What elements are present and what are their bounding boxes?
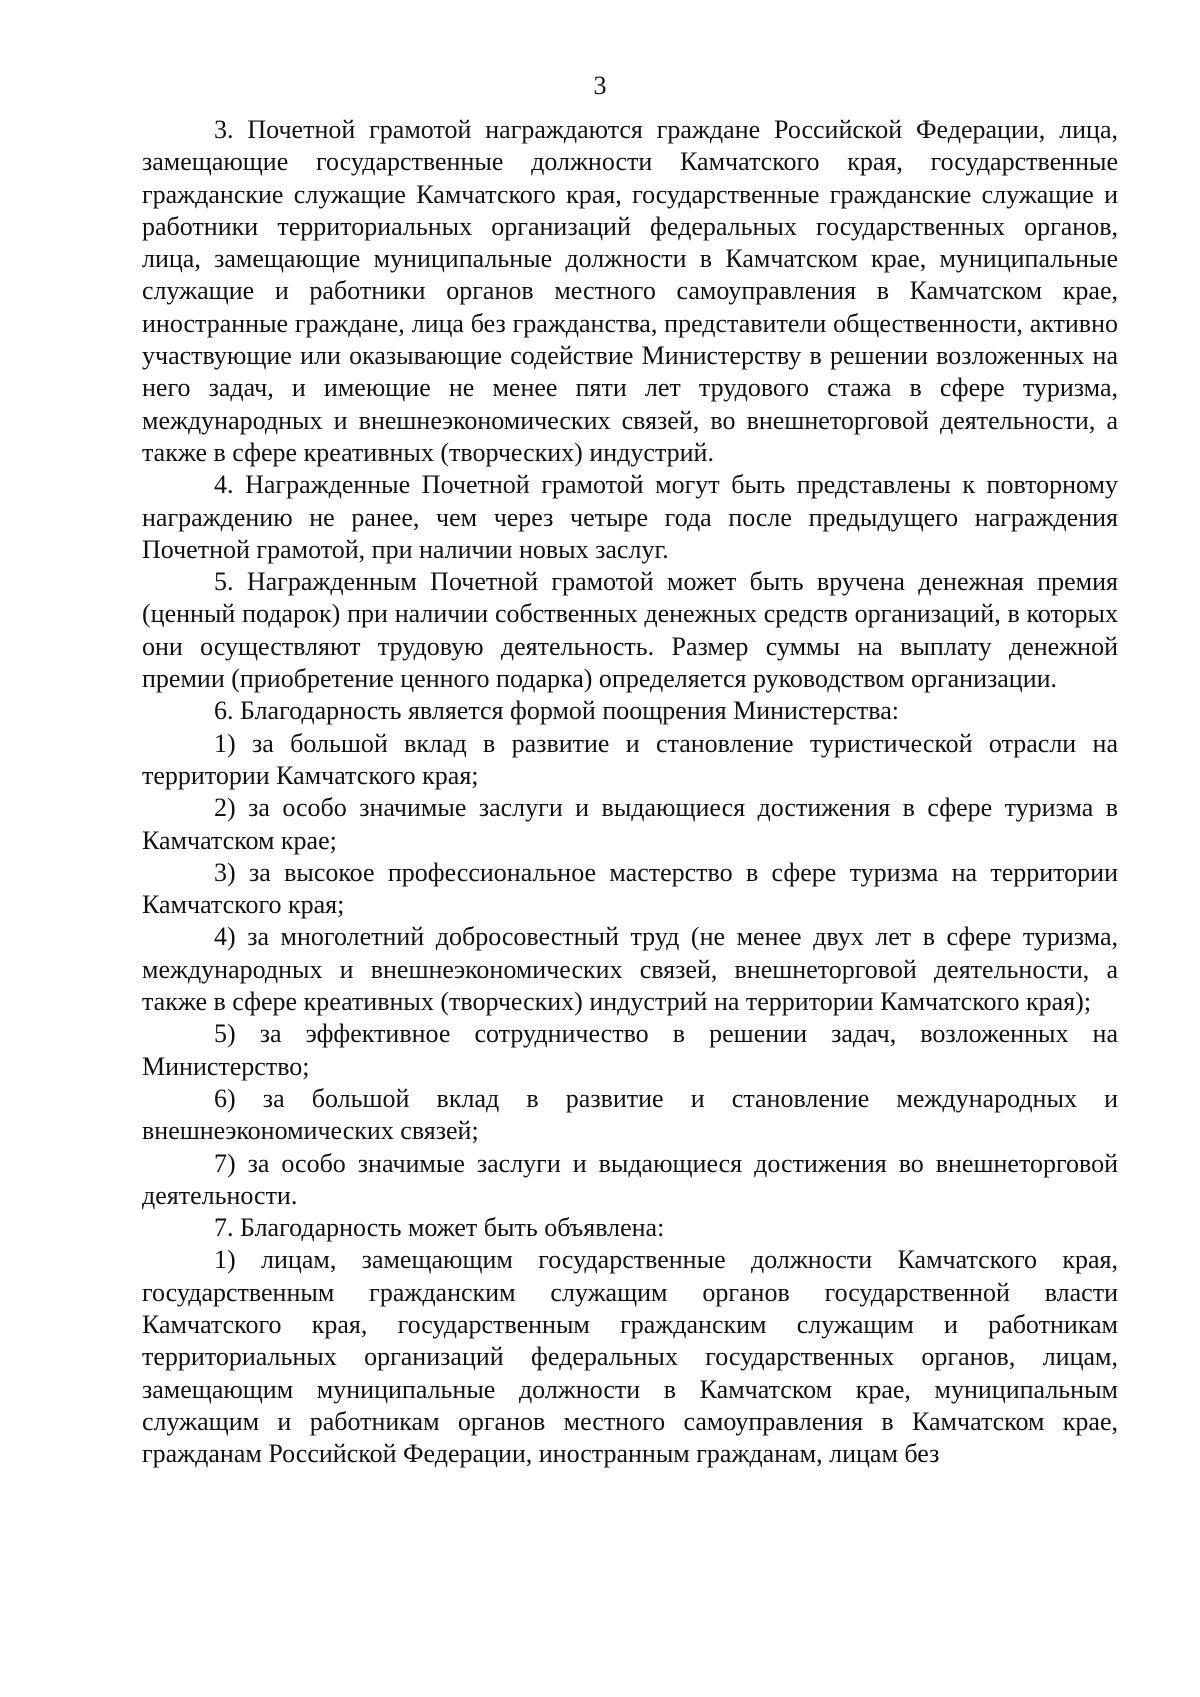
paragraph-6-item-7: 7) за особо значимые заслуги и выдающиеся достижения во внешнеторговой деятельности.	[142, 1148, 1118, 1210]
paragraph-6-item-2: 2) за особо значимые заслуги и выдающиеся достижения в сфере туризма в Камчатском крае;	[142, 793, 1118, 855]
paragraph-3: 3. Почетной грамотой награждаются граждане Российской Федерации, лица, замещающие государственные должности Камчатского края, государственные гражданские служащие Камчатского края, государственные гражданские служащие и работники территориальных организаций федеральных государственных органов, лица, замещающие муниципальные должности в Камчатском крае, муниципальные служащие и работники органов местного самоуправления в Камчатском крае, иностранные граждане, лица без гражданства, представители общественности, активно участвующие или оказывающие содействие Министерству в решении возложенных на него задач, и имеющие не менее пяти лет трудового стажа в сфере туризма, международных и внешнеэкономических связей, во внешнеторговой деятельности, а также в сфере креативных (творческих) индустрий.	[142, 115, 1118, 467]
paragraph-6-item-6: 6) за большой вклад в развитие и становление международных и внешнеэкономических связей;	[142, 1083, 1118, 1146]
paragraph-7-item-1: 1) лицам, замещающим государственные должности Камчатского края, государственным гражданским служащим органов государственной власти Камчатского края, государственным гражданским служащим и работникам территориальных организаций федеральных государственных органов, лицам, замещающим муниципальные должности в Камчатском крае, муниципальным служащим и работникам органов местного самоуправления в Камчатском крае, гражданам Российской Федерации, иностранным гражданам, лицам без	[142, 1245, 1118, 1469]
paragraph-6-item-4: 4) за многолетний добросовестный труд (не менее двух лет в сфере туризма, международных и внешнеэкономических связей, внешнеторговой деятельности, а также в сфере креативных (творческих) индустрий на территории Камчатского края);	[142, 922, 1118, 1017]
paragraph-7: 7. Благодарность может быть объявлена:	[214, 1213, 665, 1243]
paragraph-6-item-1: 1) за большой вклад в развитие и становление туристической отрасли на территории Камчатского края;	[142, 728, 1118, 790]
document-body	[142, 114, 1118, 1470]
paragraph-5: 5. Награжденным Почетной грамотой может быть вручена денежная премия (ценный подарок) при наличии собственных денежных средств организаций, в которых они осуществляют трудовую деятельность. Размер суммы на выплату денежной премии (приобретение ценного подарка) определяется руководством организации.	[142, 567, 1118, 694]
paragraph-4: 4. Награжденные Почетной грамотой могут быть представлены к повторному награждению не ранее, чем через четыре года после предыдущего награждения Почетной грамотой, при наличии новых заслуг.	[142, 470, 1118, 564]
page-number: 3	[593, 71, 607, 100]
paragraph-6-item-3: 3) за высокое профессиональное мастерство в сфере туризма на территории Камчатского края;	[142, 857, 1118, 920]
paragraph-6: 6. Благодарность является формой поощрения Министерства:	[214, 696, 899, 726]
paragraph-6-item-5: 5) за эффективное сотрудничество в решении задач, возложенных на Министерство;	[142, 1019, 1118, 1081]
